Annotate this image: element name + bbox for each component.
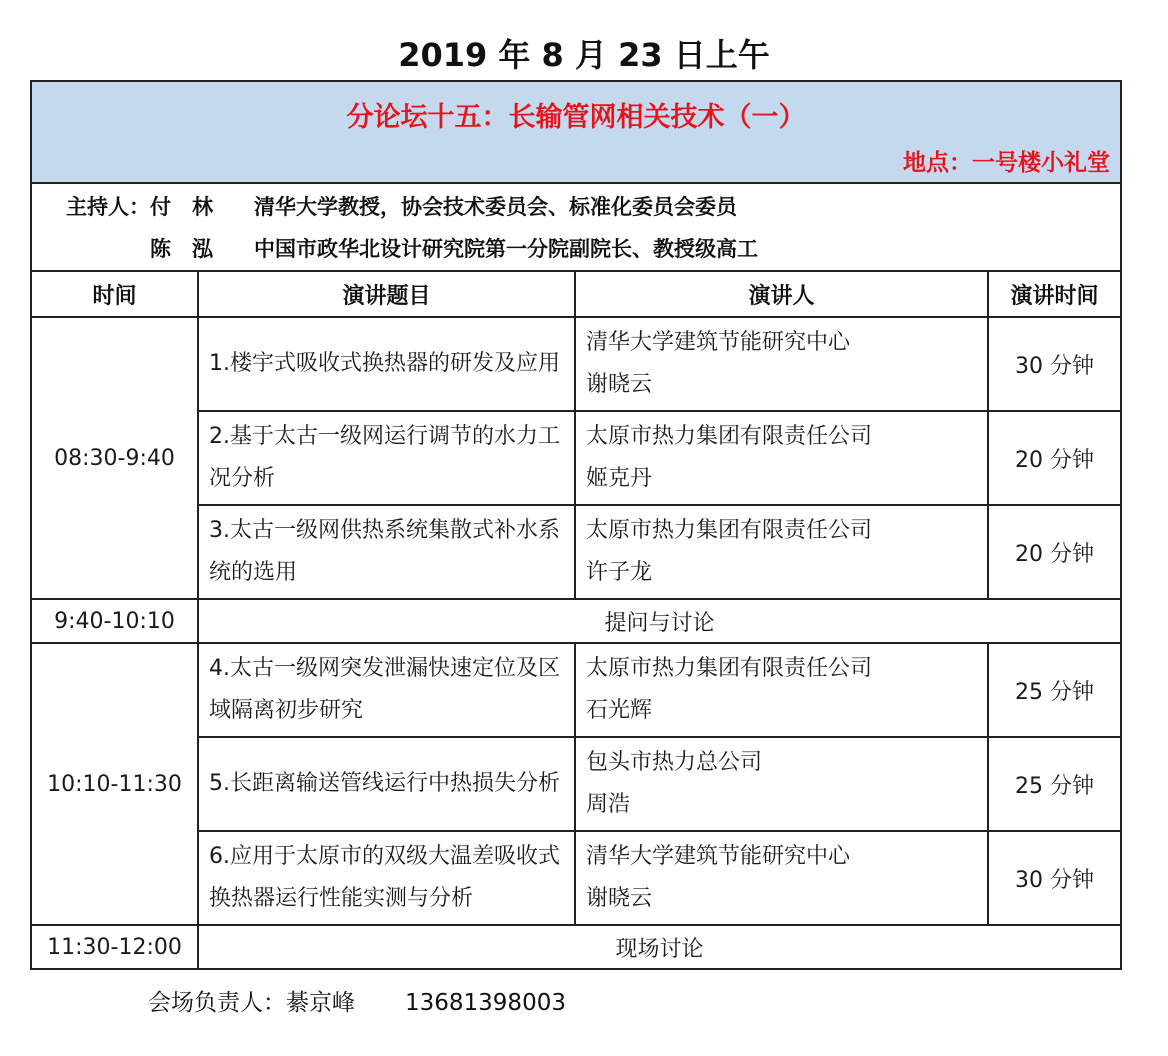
break-label: 提问与讨论 xyxy=(198,599,1120,643)
host-title: 中国市政华北设计研究院第一分院副院长、教授级高工 xyxy=(254,237,758,261)
schedule-box xyxy=(30,80,1122,970)
schedule-table xyxy=(32,272,1120,968)
host-name: 陈 泓 xyxy=(150,237,213,261)
footer-contact xyxy=(148,984,566,1017)
talk-topic: 1.楼宇式吸收式换热器的研发及应用 xyxy=(198,317,575,411)
talk-duration: 30 分钟 xyxy=(988,317,1120,411)
talk-speaker xyxy=(575,505,988,599)
speaker-name: 姬克丹 xyxy=(586,466,653,491)
talk-duration: 20 分钟 xyxy=(988,411,1120,505)
talk-duration: 30 分钟 xyxy=(988,831,1120,925)
session-time: 08:30-9:40 xyxy=(32,317,198,599)
talk-topic: 2.基于太古一级网运行调节的水力工况分析 xyxy=(198,411,575,505)
session-time: 11:30-12:00 xyxy=(32,925,198,968)
column-header-speaker: 演讲人 xyxy=(575,272,988,317)
speaker-org: 太原市热力集团有限责任公司 xyxy=(586,518,873,543)
speaker-org: 清华大学建筑节能研究中心 xyxy=(586,330,851,355)
talk-duration: 25 分钟 xyxy=(988,737,1120,831)
table-row xyxy=(32,317,1120,411)
contact-label: 会场负责人：綦京峰 xyxy=(148,990,355,1016)
talk-speaker xyxy=(575,643,988,737)
page-title: 2019 年 8 月 23 日上午 xyxy=(398,36,770,74)
session-time: 10:10-11:30 xyxy=(32,643,198,925)
talk-speaker xyxy=(575,831,988,925)
forum-title: 分论坛十五：长输管网相关技术（一） xyxy=(346,102,806,133)
host-name: 付 林 xyxy=(150,195,213,219)
table-row-break xyxy=(32,925,1120,968)
talk-duration: 20 分钟 xyxy=(988,505,1120,599)
talk-topic: 4.太古一级网突发泄漏快速定位及区域隔离初步研究 xyxy=(198,643,575,737)
hosts-section xyxy=(32,184,1120,272)
speaker-name: 许子龙 xyxy=(586,560,653,585)
table-row-break xyxy=(32,599,1120,643)
talk-speaker xyxy=(575,317,988,411)
forum-venue: 地点：一号楼小礼堂 xyxy=(903,150,1110,176)
speaker-name: 谢晓云 xyxy=(586,372,653,397)
host-row xyxy=(42,229,758,269)
speaker-org: 清华大学建筑节能研究中心 xyxy=(586,844,851,869)
break-label: 现场讨论 xyxy=(198,925,1120,968)
talk-topic: 3.太古一级网供热系统集散式补水系统的选用 xyxy=(198,505,575,599)
hosts-label: 主持人： xyxy=(66,195,150,219)
column-header-topic: 演讲题目 xyxy=(198,272,575,317)
talk-topic: 6.应用于太原市的双级大温差吸收式换热器运行性能实测与分析 xyxy=(198,831,575,925)
talk-duration: 25 分钟 xyxy=(988,643,1120,737)
host-row xyxy=(42,187,737,227)
forum-header xyxy=(32,82,1120,184)
session-time: 9:40-10:10 xyxy=(32,599,198,643)
speaker-org: 太原市热力集团有限责任公司 xyxy=(586,656,873,681)
speaker-name: 周浩 xyxy=(586,792,631,817)
talk-speaker xyxy=(575,411,988,505)
table-row xyxy=(32,643,1120,737)
speaker-name: 谢晓云 xyxy=(586,886,653,911)
table-header-row xyxy=(32,272,1120,317)
column-header-time: 时间 xyxy=(32,272,198,317)
speaker-org: 太原市热力集团有限责任公司 xyxy=(586,424,873,449)
host-title: 清华大学教授，协会技术委员会、标准化委员会委员 xyxy=(254,195,737,219)
speaker-name: 石光辉 xyxy=(586,698,653,723)
talk-topic: 5.长距离输送管线运行中热损失分析 xyxy=(198,737,575,831)
talk-speaker xyxy=(575,737,988,831)
column-header-duration: 演讲时间 xyxy=(988,272,1120,317)
contact-phone: 13681398003 xyxy=(405,990,566,1016)
speaker-org: 包头市热力总公司 xyxy=(586,750,763,775)
